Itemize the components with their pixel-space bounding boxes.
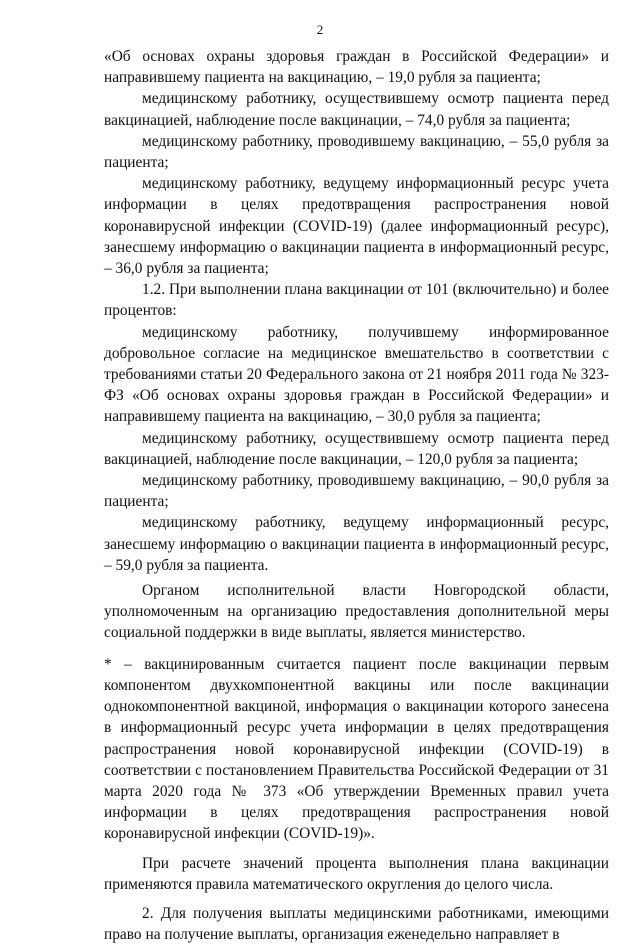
document-body — [104, 46, 609, 945]
paragraph: медицинскому работнику, получившему информированное добровольное согласие на медицинское вмешательство в соответствии с требованиями статьи 20 Федерального закона от 21 ноября 2011 года № 323-ФЗ «Об основах охраны здоровья граждан в Российской Федерации» и направившему пациента на вакцинацию, – 30,0 рубля за пациента; — [104, 323, 609, 426]
paragraph: медицинскому работнику, проводившему вакцинацию, – 90,0 рубля за пациента; — [104, 472, 609, 511]
paragraph: Органом исполнительной власти Новгородской области, уполномоченным на организацию предоставления дополнительной меры социальной поддержки в виде выплаты, является министерство. — [104, 582, 609, 642]
paragraph: При расчете значений процента выполнения плана вакцинации применяются правила математического округления до целого числа. — [104, 854, 609, 893]
paragraph: медицинскому работнику, проводившему вакцинацию, – 55,0 рубля за пациента; — [104, 132, 609, 172]
paragraph: 2. Для получения выплаты медицинскими работниками, имеющими право на получение выплаты, организация еженедельно направляет в — [104, 904, 609, 944]
paragraph: медицинскому работнику, осуществившему осмотр пациента перед вакцинацией, наблюдение после вакцинации, – 74,0 рубля за пациента; — [104, 90, 609, 129]
footnote: * – вакцинированным считается пациент после вакцинации первым компонентом двухкомпонентной вакцины или после вакцинации однокомпонентной вакциной, информация о вакцинации которого занесена в информационный ресурс учета информации в целях предотвращения распространения новой коронавирусной инфекции (COVID-19) в соответствии с постановлением Правительства Российской Федерации от 31 марта 2020 года № 373 «Об утверждении Временных правил учета информации в целях предотвращения распространения новой коронавирусной инфекции (COVID-19)». — [104, 655, 609, 843]
paragraph: 1.2. При выполнении плана вакцинации от 101 (включительно) и более процентов: — [104, 281, 609, 320]
paragraph: «Об основах охраны здоровья граждан в Российской Федерации» и направившему пациента на вакцинацию, – 19,0 рубля за пациента; — [104, 48, 609, 87]
paragraph: медицинскому работнику, осуществившему осмотр пациента перед вакцинацией, наблюдение после вакцинации, – 120,0 рубля за пациента; — [104, 429, 609, 468]
paragraph: медицинскому работнику, ведущему информационный ресурс учета информации в целях предотвращения распространения новой коронавирусной инфекции (COVID-19) (далее информационный ресурс), занесшему информацию о вакцинации пациента в информационный ресурс, – 36,0 рубля за пациента; — [104, 175, 609, 278]
paragraph: медицинскому работнику, ведущему информационный ресурс, занесшему информацию о вакцинации пациента в информационный ресурс, – 59,0 рубля за пациента. — [104, 514, 609, 574]
page-number: 2 — [316, 22, 324, 37]
